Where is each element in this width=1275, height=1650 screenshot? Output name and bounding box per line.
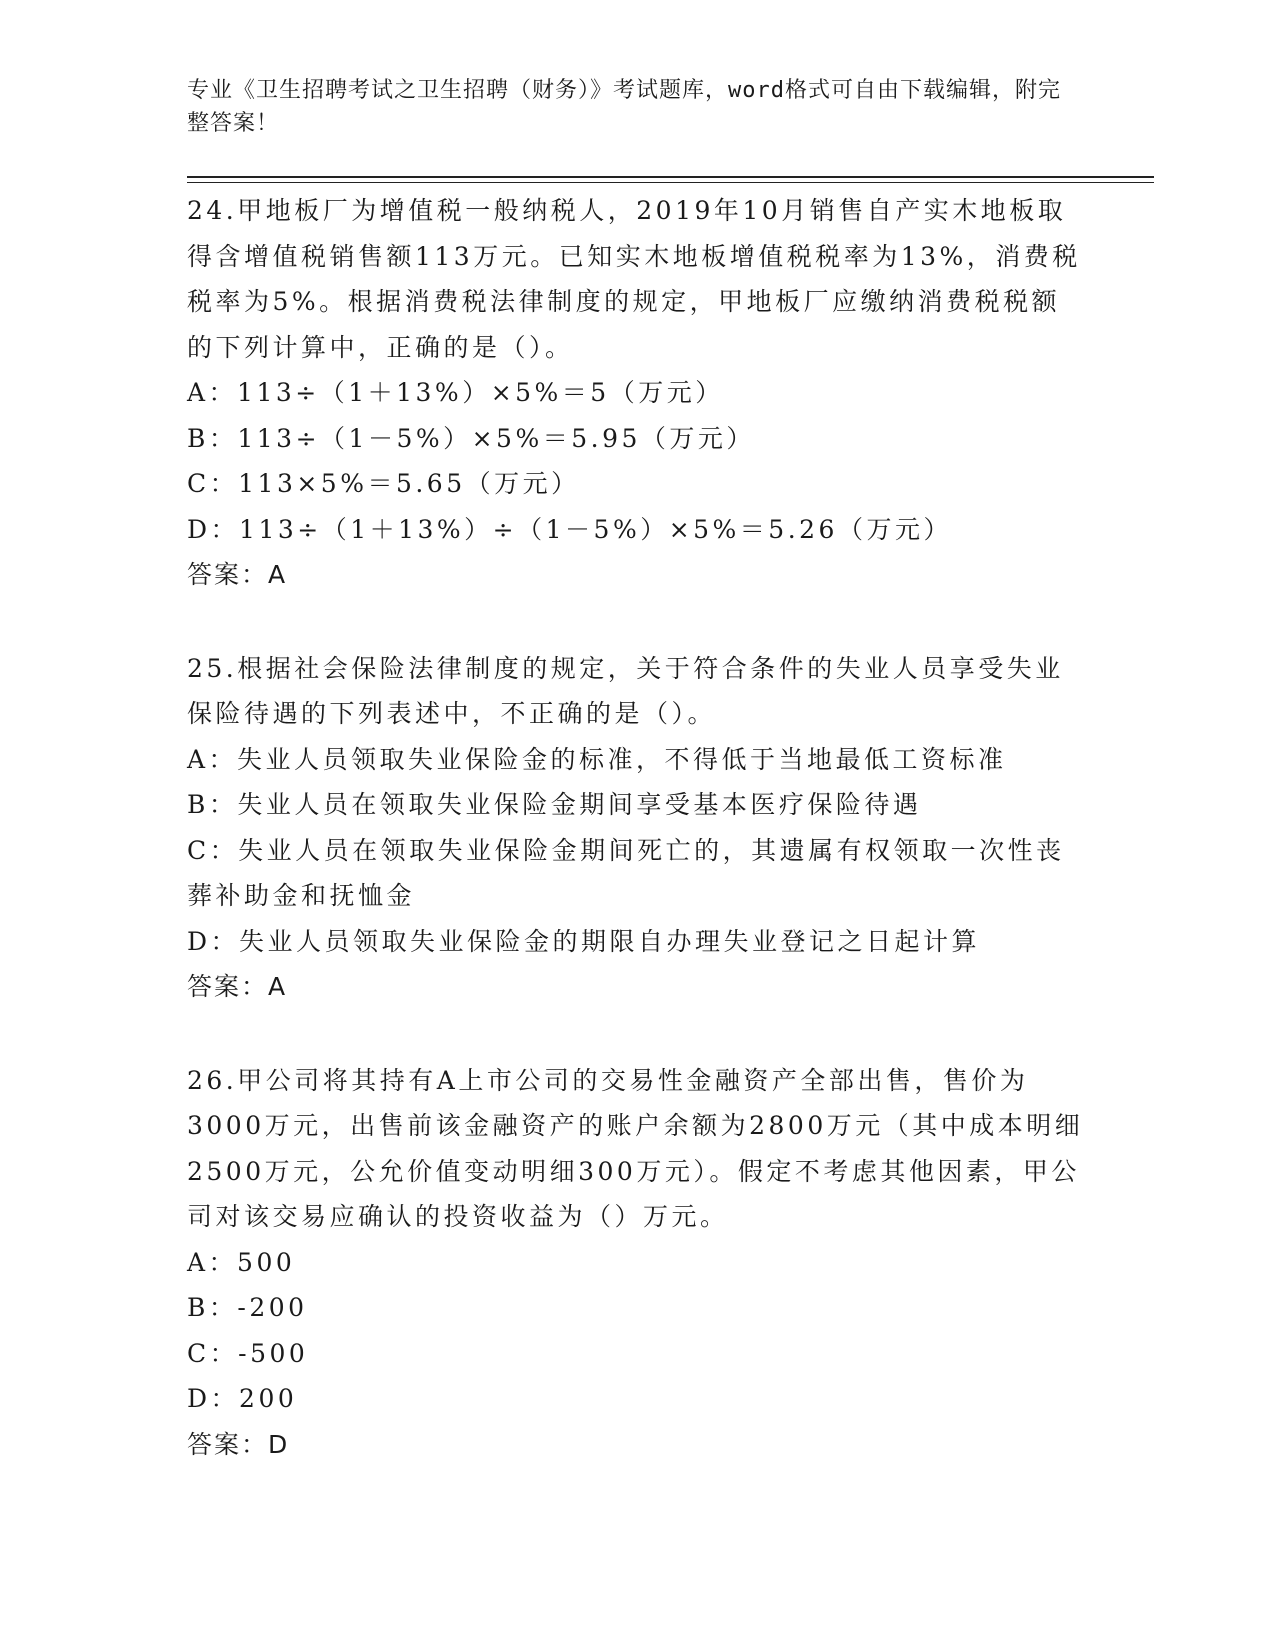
- option-a: A：失业人员领取失业保险金的标准，不得低于当地最低工资标准: [187, 744, 1007, 774]
- option-d: D：失业人员领取失业保险金的期限自办理失业登记之日起计算: [187, 926, 981, 956]
- option-c: C：113×5%＝5.65（万元）: [187, 469, 580, 498]
- question-25: [187, 646, 1087, 1010]
- option-c: C：失业人员在领取失业保险金期间死亡的，其遗属有权领取一次性丧葬补助金和抚恤金: [187, 835, 1065, 910]
- question-stem: 26.甲公司将其持有A上市公司的交易性金融资产全部出售，售价为3000万元，出售前该金融资产的账户余额为2800万元（其中成本明细2500万元，公允价值变动明细300万元）。假定不考虑其他因素，甲公司对该交易应确认的投资收益为（）万元。: [187, 1065, 1084, 1231]
- header-divider-thin: [187, 182, 1154, 183]
- option-d: D：200: [187, 1384, 298, 1413]
- question-stem: 25.根据社会保险法律制度的规定，关于符合条件的失业人员享受失业保险待遇的下列表述中，不正确的是（）。: [187, 653, 1064, 728]
- question-list: [187, 188, 1087, 1515]
- question-26: [187, 1058, 1087, 1468]
- option-c: C：-500: [187, 1338, 309, 1368]
- option-b: B：-200: [187, 1293, 308, 1322]
- option-b: B：失业人员在领取失业保险金期间享受基本医疗保险待遇: [187, 790, 922, 819]
- answer-label: 答案：D: [187, 1429, 290, 1459]
- option-a: A：113÷（1＋13%）×5%＝5（万元）: [187, 378, 724, 407]
- header-divider-thick: [187, 176, 1154, 178]
- answer-label: 答案：A: [187, 972, 288, 1001]
- answer-label: 答案：A: [187, 560, 288, 589]
- question-24: [187, 188, 1087, 598]
- question-stem: 24.甲地板厂为增值税一般纳税人，2019年10月销售自产实木地板取得含增值税销售额113万元。已知实木地板增值税税率为13%，消费税税率为5%。根据消费税法律制度的规定，甲地板厂应缴纳消费税税额的下列计算中，正确的是（）。: [187, 196, 1081, 362]
- option-b: B：113÷（1－5%）×5%＝5.95（万元）: [187, 423, 755, 453]
- intro-text: 专业《卫生招聘考试之卫生招聘（财务）》考试题库，word格式可自由下载编辑，附完整答案！: [187, 78, 1061, 136]
- option-d: D：113÷（1＋13%）÷（1－5%）×5%＝5.26（万元）: [187, 514, 952, 544]
- document-header: [187, 74, 1067, 140]
- option-a: A：500: [187, 1247, 296, 1277]
